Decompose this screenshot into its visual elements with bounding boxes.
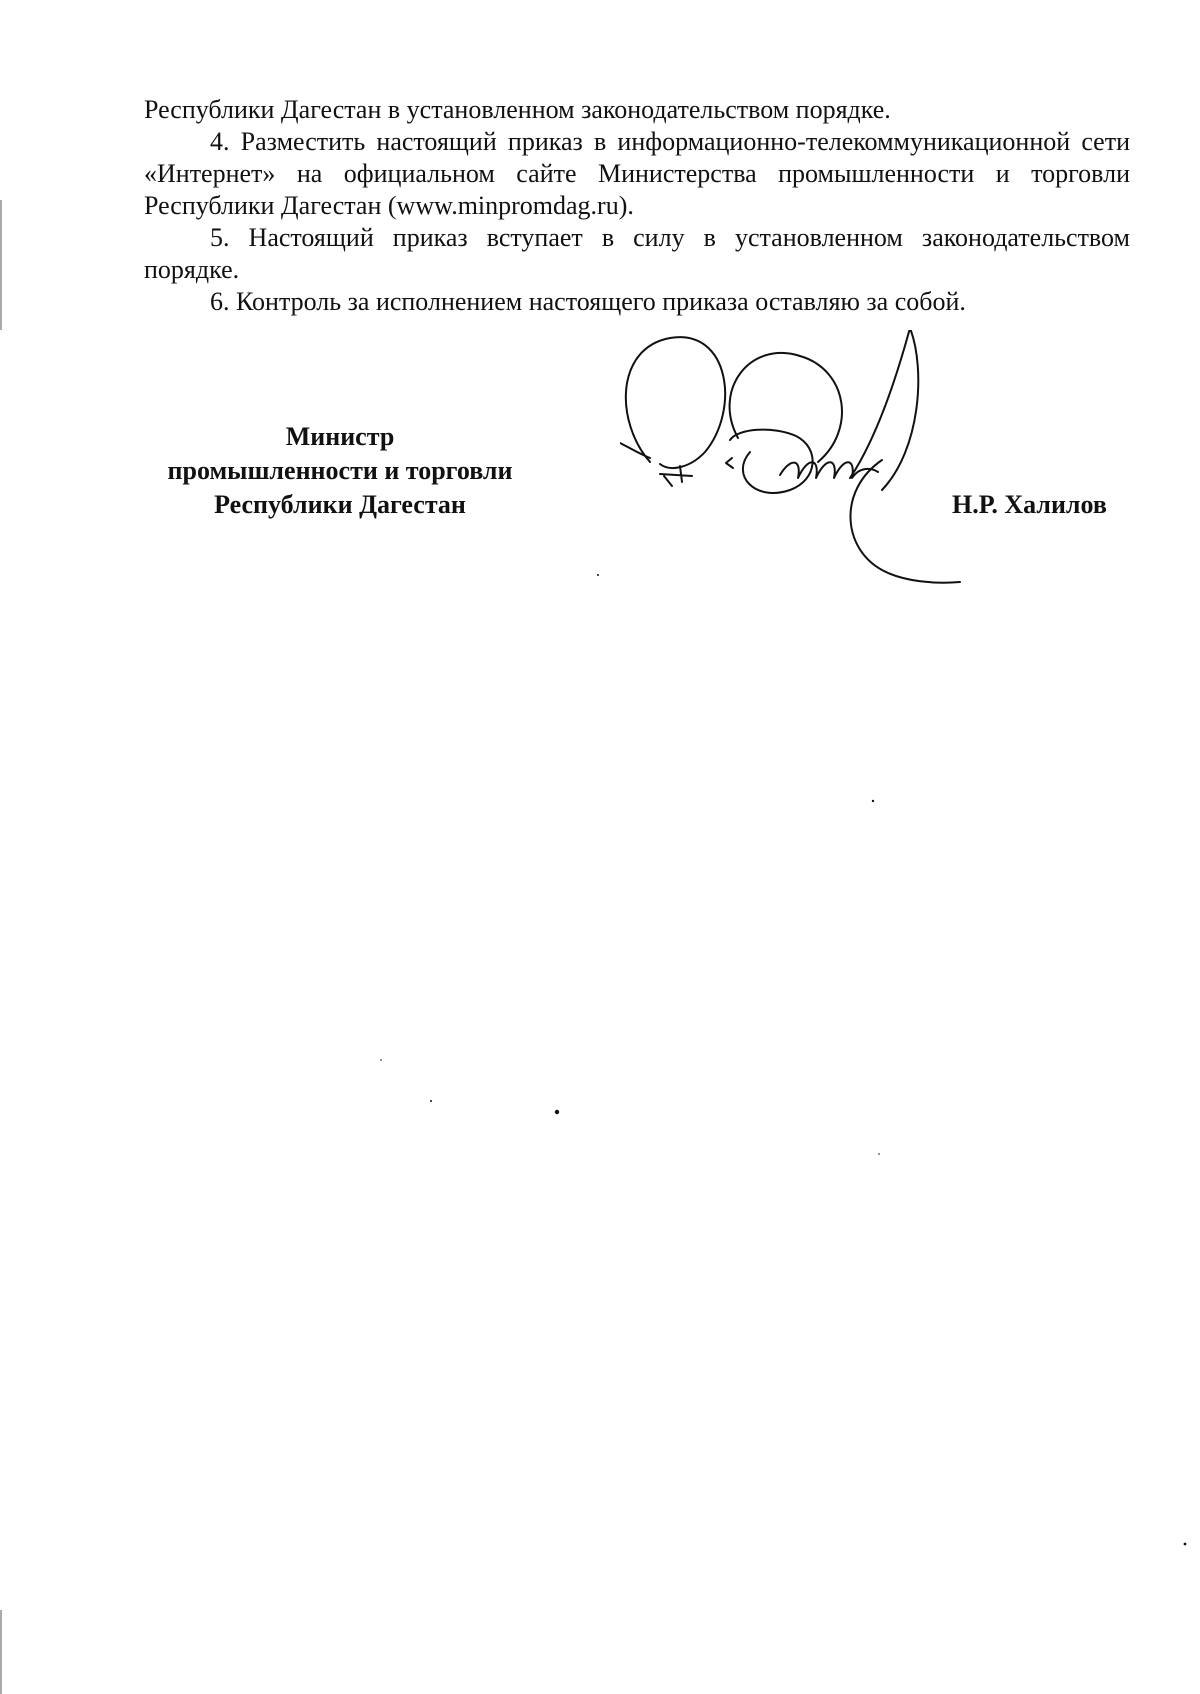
paragraph-item-4: 4. Разместить настоящий приказ в информационно-телекоммуникационной сети «Интернет» на официальном сайте Министерства промышленности и торговли Республики Дагестан (www.minpromdag.ru). <box>144 127 1130 220</box>
signatory-title-line: Республики Дагестан <box>214 490 466 519</box>
signatory-title-line: Министр <box>285 422 395 451</box>
order-text <box>144 94 1130 318</box>
signatory-name: Н.Р. Халилов <box>952 490 1107 519</box>
paragraph-item-6: 6. Контроль за исполнением настоящего приказа оставляю за собой. <box>210 287 966 316</box>
paragraph-item-5: 5. Настоящий приказ вступает в силу в установленном законодательством порядке. <box>144 223 1130 284</box>
signatory-title-line: промышленности и торговли <box>167 456 513 485</box>
paragraph-continuation: Республики Дагестан в установленном законодательством порядке. <box>144 95 891 124</box>
handwritten-signature <box>620 330 1020 630</box>
signatory-title-block <box>130 420 550 522</box>
